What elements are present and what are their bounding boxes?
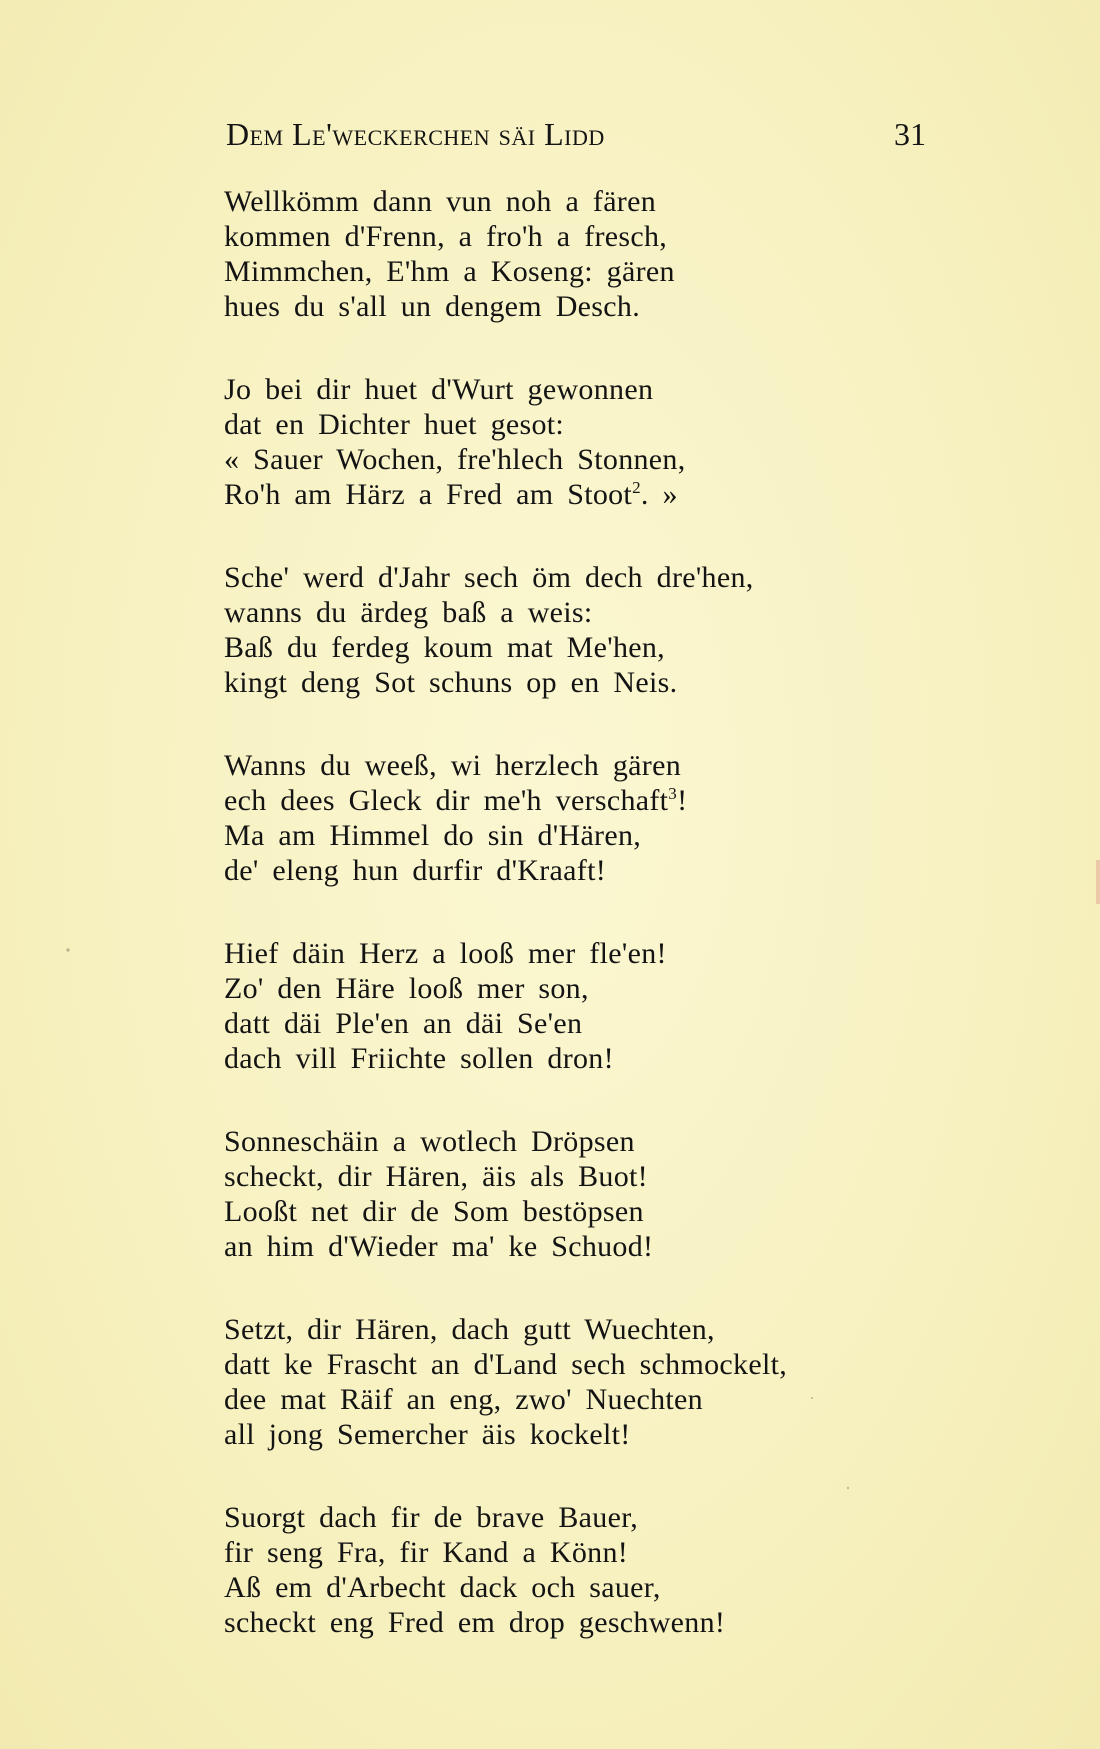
running-head <box>226 116 926 166</box>
verse-line: Baß du ferdeg koum mat Me'hen, <box>224 631 665 664</box>
poem <box>224 184 984 1688</box>
verse-line: Mimmchen, E'hm a Koseng: gären <box>224 255 675 288</box>
verse-line: Hief däin Herz a looß mer fle'en! <box>224 937 667 970</box>
running-head-title: Dem Le'weckerchen säi Lidd <box>226 116 605 152</box>
verse-text: ech dees Gleck dir me'h verschaft <box>224 784 669 817</box>
verse-line: fir seng Fra, fir Kand a Könn! <box>224 1536 629 1569</box>
verse-line: Setzt, dir Hären, dach gutt Wuechten, <box>224 1313 715 1346</box>
verse-line: Suorgt dach fir de brave Bauer, <box>224 1501 639 1534</box>
paper-speck <box>66 948 69 951</box>
paper-edge-mark <box>1096 860 1100 904</box>
verse-line: hues du s'all un dengem Desch. <box>224 290 640 323</box>
verse-line: dee mat Räif an eng, zwo' Nuechten <box>224 1383 703 1416</box>
verse-line <box>224 477 984 512</box>
verse-line: dat en Dichter huet gesot: <box>224 408 565 441</box>
stanza-4 <box>224 748 984 888</box>
verse-line: kommen d'Frenn, a fro'h a fresch, <box>224 220 668 253</box>
verse-line: datt däi Ple'en an däi Se'en <box>224 1007 583 1040</box>
verse-line: Looßt net dir de Som bestöpsen <box>224 1195 644 1228</box>
verse-line: Wanns du weeß, wi herzlech gären <box>224 749 682 782</box>
stanza-8 <box>224 1500 984 1640</box>
verse-line: scheckt eng Fred em drop geschwenn! <box>224 1606 726 1639</box>
verse-line: de' eleng hun durfir d'Kraaft! <box>224 854 606 887</box>
verse-line: datt ke Frascht an d'Land sech schmockelt, <box>224 1348 788 1381</box>
verse-text: Ro'h am Härz a Fred am Stoot <box>224 478 633 511</box>
verse-line: Zo' den Häre looß mer son, <box>224 972 589 1005</box>
stanza-7 <box>224 1312 984 1452</box>
verse-line: Jo bei dir huet d'Wurt gewonnen <box>224 373 654 406</box>
verse-line: Wellkömm dann vun noh a fären <box>224 185 657 218</box>
verse-line: « Sauer Wochen, fre'hlech Stonnen, <box>224 443 686 476</box>
stanza-2 <box>224 372 984 512</box>
verse-line: kingt deng Sot schuns op en Neis. <box>224 666 678 699</box>
verse-line: scheckt, dir Hären, äis als Buot! <box>224 1160 648 1193</box>
stanza-5 <box>224 936 984 1076</box>
verse-line: wanns du ärdeg baß a weis: <box>224 596 593 629</box>
footnote-marker: 2 <box>632 478 641 497</box>
verse-line: Ma am Himmel do sin d'Hären, <box>224 819 642 852</box>
verse-line: an him d'Wieder ma' ke Schuod! <box>224 1230 654 1263</box>
stanza-6 <box>224 1124 984 1264</box>
stanza-3 <box>224 560 984 700</box>
verse-tail: . » <box>640 478 678 511</box>
verse-line: Aß em d'Arbecht dack och sauer, <box>224 1571 661 1604</box>
verse-line: Sonneschäin a wotlech Dröpsen <box>224 1125 635 1158</box>
verse-line <box>224 783 984 818</box>
page-number: 31 <box>894 116 926 152</box>
stanza-1 <box>224 184 984 324</box>
verse-tail: ! <box>677 784 688 817</box>
verse-line: all jong Semercher äis kockelt! <box>224 1418 631 1451</box>
verse-line: dach vill Friichte sollen dron! <box>224 1042 614 1075</box>
footnote-marker: 3 <box>668 784 678 803</box>
verse-line: Sche' werd d'Jahr sech öm dech dre'hen, <box>224 561 754 594</box>
